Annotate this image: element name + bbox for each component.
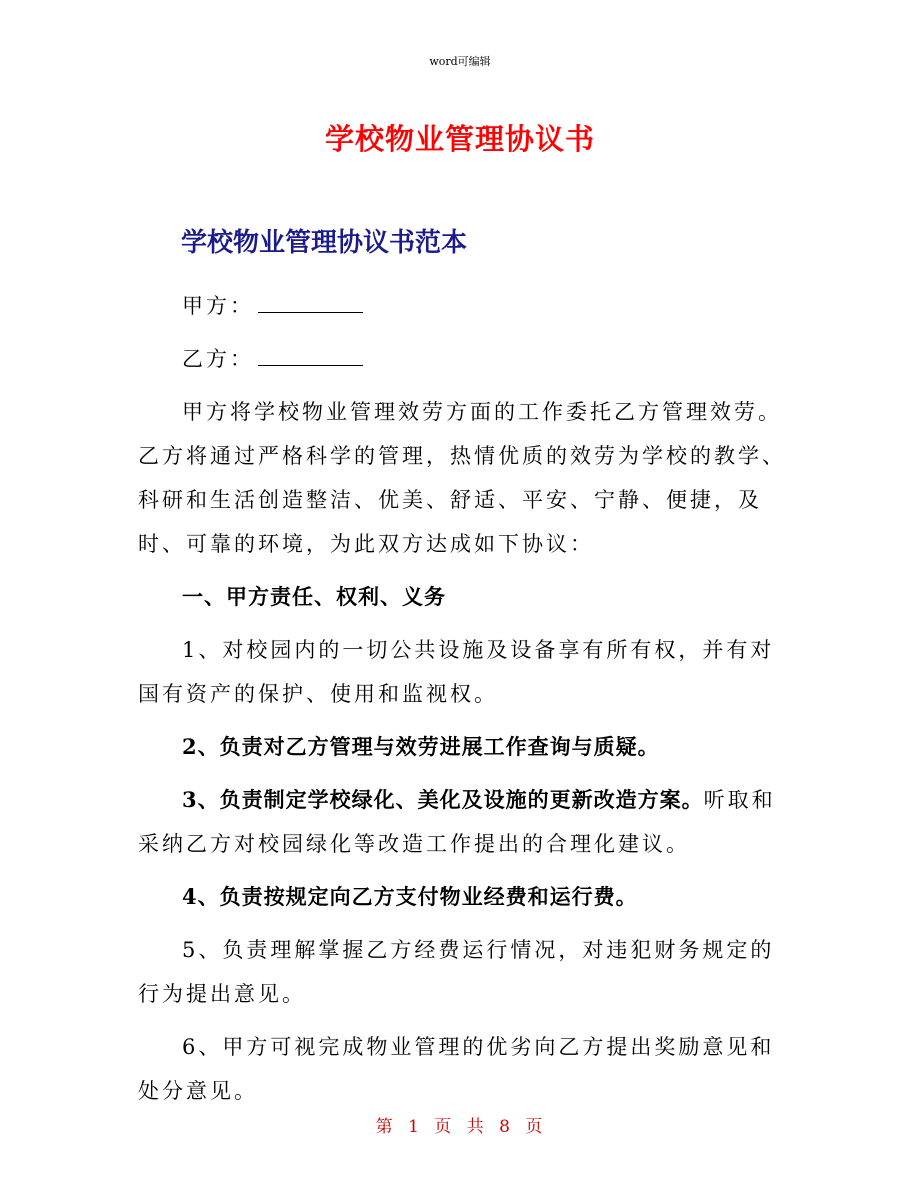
party-b-blank: [258, 347, 363, 366]
item-2: 2、负责对乙方管理与效劳进展工作查询与质疑。: [182, 734, 660, 759]
item-3: [138, 778, 798, 866]
intro-paragraph: 甲方将学校物业管理效劳方面的工作委托乙方管理效劳。乙方将通过严格科学的管理，热情优质的效劳为学校的教学、科研和生活创造整洁、优美、舒适、平安、宁静、便捷，及时、可靠的环境，为此双方达成如下协议：: [138, 400, 786, 556]
party-a-blank: [258, 294, 363, 313]
item-4: 4、负责按规定向乙方支付物业经费和运行费。: [182, 884, 638, 909]
item-3-bold: 3、负责制定学校绿化、美化及设施的更新改造方案。: [182, 787, 704, 812]
page-footer: [0, 1112, 920, 1137]
document-title: 学校物业管理协议书: [324, 122, 595, 156]
party-b-line: [138, 337, 798, 381]
item-6: 6、甲方可视完成物业管理的优劣向乙方提出奖励意见和处分意见。: [138, 1035, 775, 1103]
party-b-label: 乙方：: [182, 347, 254, 371]
party-a-label: 甲方：: [182, 294, 254, 318]
item-3-rest: 听取和采纳乙方对校园绿化等改造工作提出的合理化建议。: [138, 788, 776, 856]
footer-ye-2: 页: [525, 1117, 545, 1137]
footer-di: 第: [375, 1117, 395, 1137]
section-1-heading: 一、甲方责任、权利、义务: [182, 584, 446, 609]
footer-page-number: 1: [408, 1117, 421, 1137]
footer-ye: 页: [434, 1117, 454, 1137]
item-5: 5、负责理解掌握乙方经费运行情况，对违犯财务规定的行为提出意见。: [138, 938, 775, 1006]
document-body: [138, 284, 798, 1122]
party-a-line: [138, 284, 798, 328]
header-note: word可编辑: [429, 55, 491, 68]
footer-gong: 共: [466, 1117, 486, 1137]
document-subtitle: 学校物业管理协议书范本: [181, 228, 468, 258]
footer-total-pages: 8: [499, 1117, 512, 1137]
item-1: 1、对校园内的一切公共设施及设备享有所有权，并有对国有资产的保护、使用和监视权。: [138, 638, 775, 706]
